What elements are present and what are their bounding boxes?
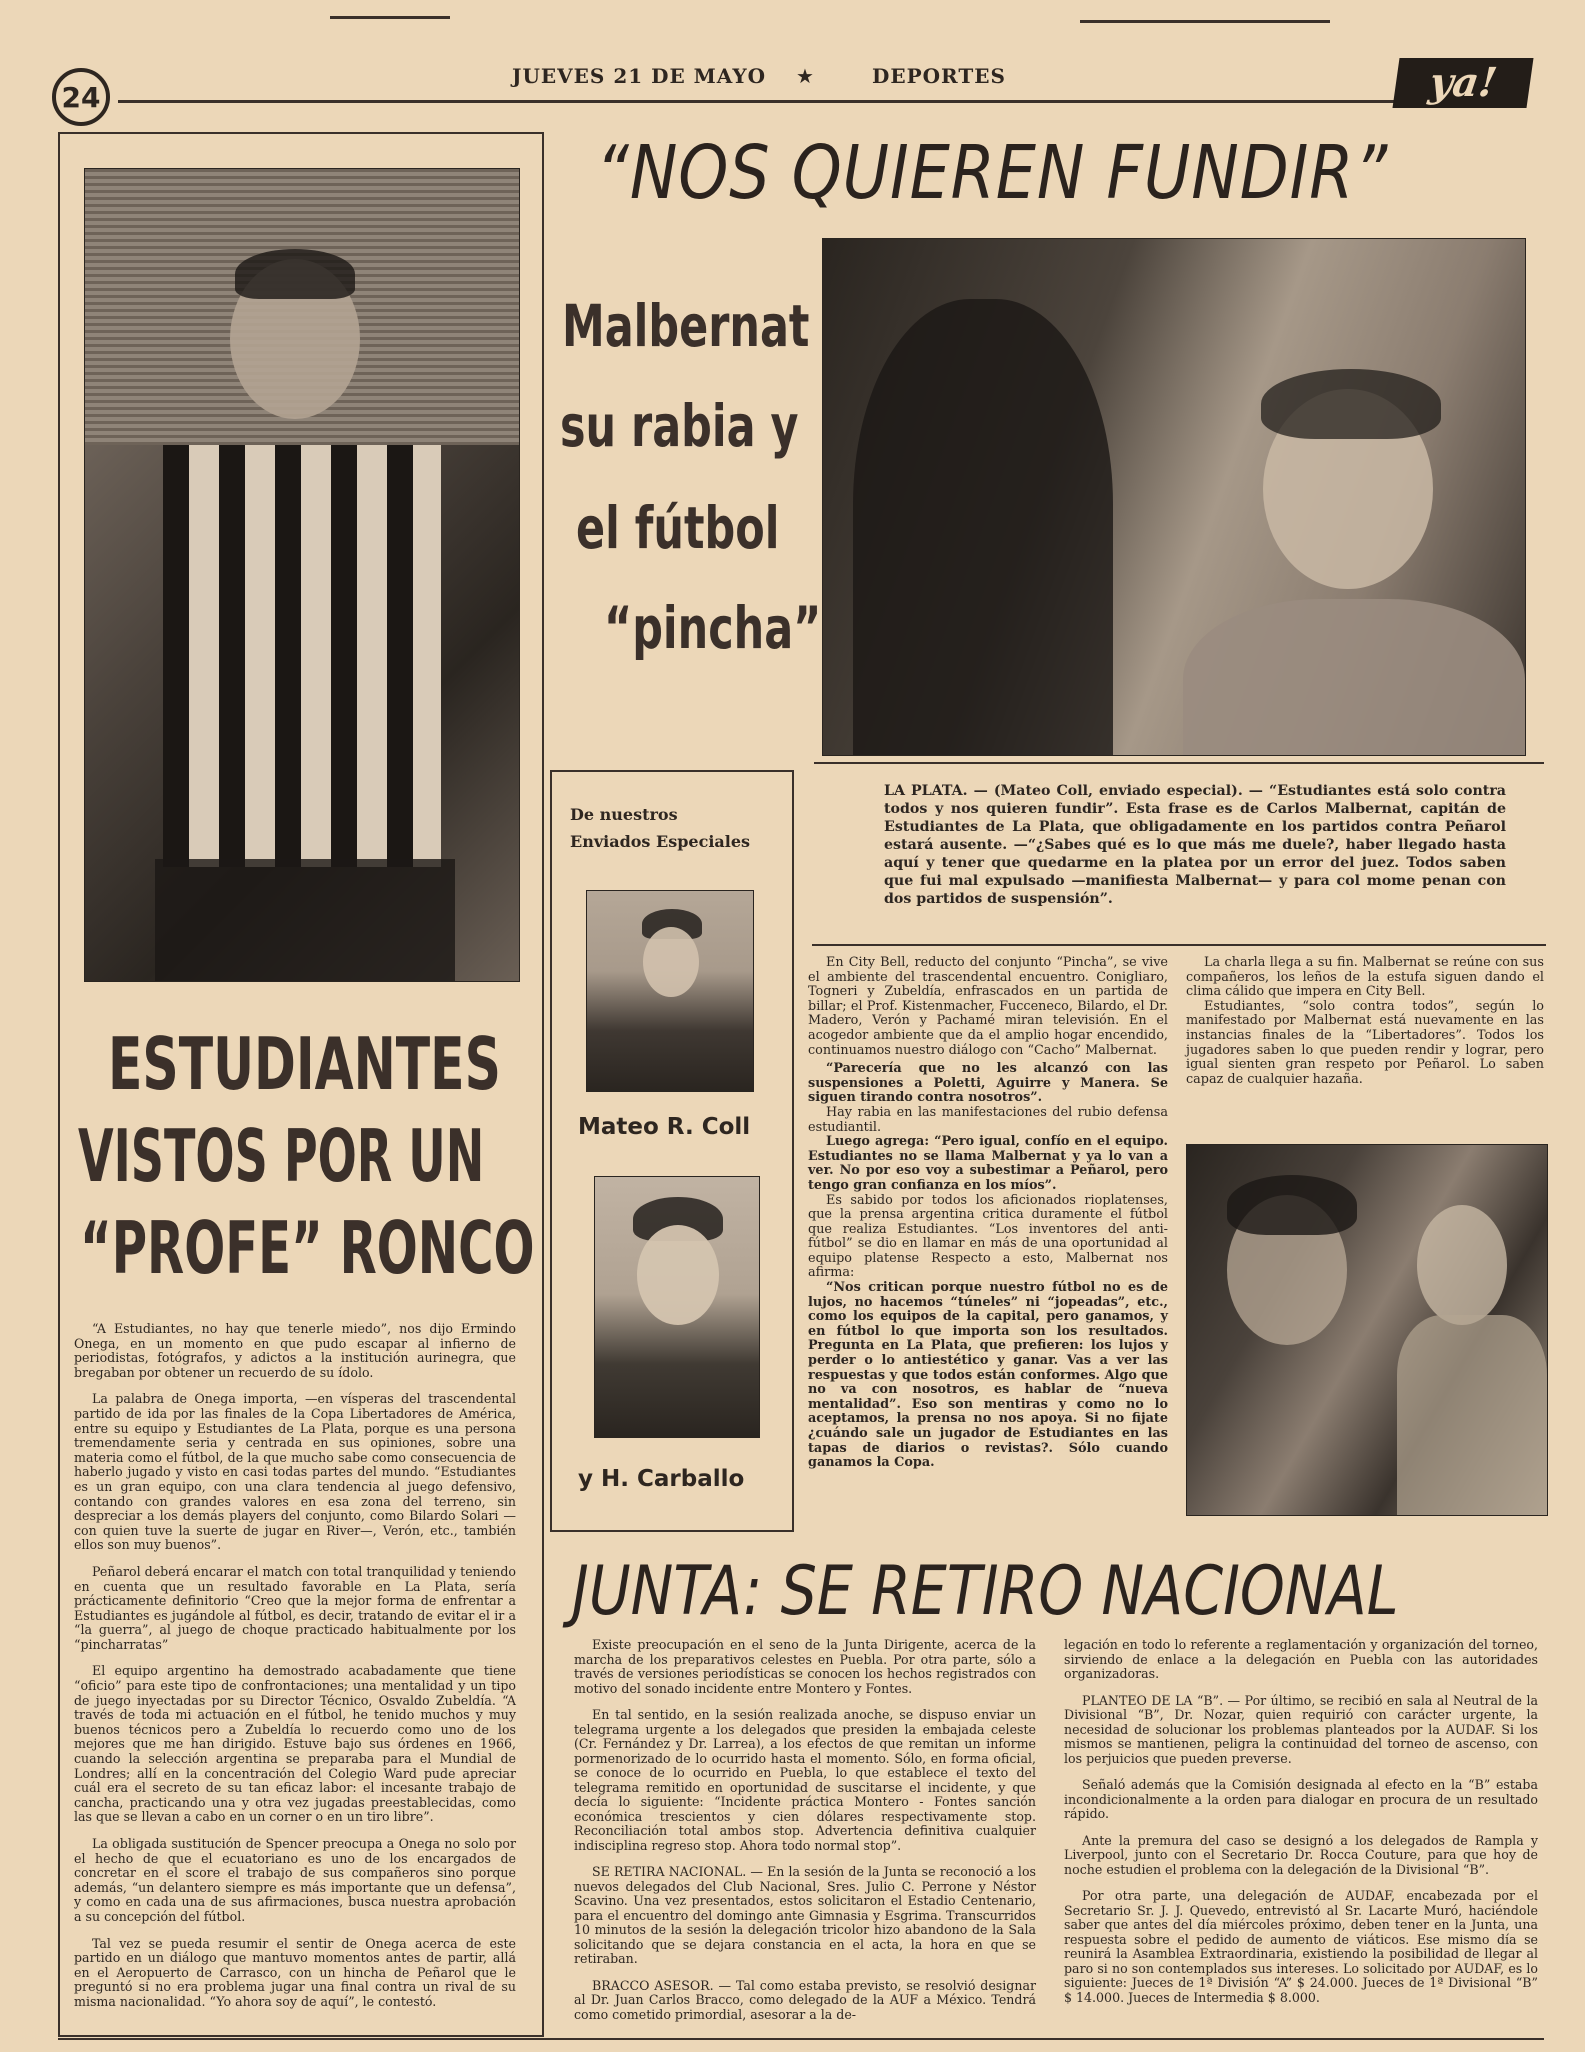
estudiantes-player-photo <box>84 168 520 982</box>
bottom-col2-paragraph-5: Por otra parte, una delegación de AUDAF, encabezada por el Secretario Sr. J. J. Quevedo, entrevistó al Sr. Lacarte Muró, haciéndole saber que antes del día miércoles próximo, deben tener en la Junta, una respuesta sobre el pedido de aumento de viáticos. Ese mismo día se reunirá la Asamblea Extraordinaria, existiendo la posibilidad de llegar al paro si no son contemplados sus intereses. Lo solicitado por AUDAF, es lo siguiente: Jueces de 1ª División “A” $ 24.000. Jueces de 1ª Divisional “B” $ 14.000. Jueces de Intermedia $ 8.000. <box>1064 1888 1538 2005</box>
right-figure-hair <box>1261 369 1441 439</box>
player-right-shirt <box>1397 1315 1547 1515</box>
header-date: JUEVES 21 DE MAYO <box>512 64 767 88</box>
lead-paragraph <box>884 782 1506 908</box>
coll-face <box>643 927 699 997</box>
bottom-col1-paragraph-4: BRACCO ASESOR. — Tal como estaba previsto, se resolvió designar al Dr. Juan Carlos Bracco, como delegado de la AUF a México. Tendrá como cometido primordial, asesorar a la de- <box>574 1977 1036 2022</box>
bottom-col2-paragraph-3: Señaló además que la Comisión designada al efecto en la “B” estaba incondicionalmente a la orden para dialogar en procura de un resultado rápido. <box>1064 1777 1538 1821</box>
left-headline-line-2: VISTOS POR UN <box>78 1114 485 1198</box>
page-number: 24 <box>61 80 101 114</box>
bottom-col1-paragraph-2: En tal sentido, en la sesión realizada anoche, se dispuso enviar un telegrama urgente a los delegados que presiden la embajada celeste (Cr. Fernández y Dr. Larrea), a los efectos de que remitan un informe pormenorizado de lo ocurrido hasta el momento. Sólo, en forma oficial, se conoce de lo ocurrido en Puebla, lo que establece el texto del telegrama remitido en oportunidad de suscitarse el incidente, y que decía lo siguiente: “Incidente práctica Montero - Fontes sanción económica trescientos y cien dólares respectivamente stop. Reconciliación total ambos stop. Advertencia definitiva cualquier indisciplina regreso stop. Ahora todo normal stop”. <box>574 1707 1036 1853</box>
malbernat-photo <box>822 238 1526 756</box>
header-section: DEPORTES <box>872 64 1006 88</box>
bottom-rule <box>58 2038 1544 2040</box>
main-col1-paragraph-3: Hay rabia en las manifestaciones del rubio defensa estudiantil. <box>808 1104 1168 1135</box>
subhead-line-3: el fútbol <box>576 494 780 562</box>
correspondent-name-1: Mateo R. Coll <box>578 1114 751 1140</box>
ya-logo-text: ya! <box>1426 59 1500 106</box>
left-paragraph-1: “A Estudiantes, no hay que tenerle miedo”, nos dijo Ermindo Onega, en un momento en que pudo escapar al infierno de periodistas, fotógrafos, y adictos a la institución aurinegra, que bregaban por obtener un recuerdo de su ídolo. <box>74 1321 516 1380</box>
left-paragraph-3: Peñarol deberá encarar el match con total tranquilidad y teniendo en cuenta que un resultado favorable en La Plata, sería prácticamente definitorio “Creo que la mejor forma de enfrentar a Estudiantes es jugándole al fútbol, es decir, tratando de evitar el ir a “la guerra”, al juego de choque practicado habitualmente por los “pincharratas” <box>74 1563 516 1652</box>
carballo-portrait <box>594 1176 760 1438</box>
top-rule-left <box>330 16 450 19</box>
page-number-badge <box>52 68 110 126</box>
lead-bottom-rule <box>812 944 1546 946</box>
correspondents-title-1: De nuestros <box>570 805 678 824</box>
player-hair <box>235 249 355 299</box>
ya-logo <box>1392 58 1533 108</box>
correspondent-name-2: y H. Carballo <box>578 1466 745 1492</box>
lead-text: “Estudiantes está solo contra todos y nos quieren fundir”. Esta frase es de Carlos Malbernat, capitán de Estudiantes de La Plata, que obligadamente en los partidos contra Peñarol estará ausente. —“¿Sabes qué es lo que más me duele?, haber llegado hasta aquí y tener que quedarme en la platea por un error del juez. Todos saben que fui mal expulsado —manifiesta Malbernat— y para col mome penan con dos partidos de suspensión”. <box>884 783 1507 907</box>
main-body-col-1 <box>808 956 1168 1471</box>
subhead-line-4: “pincha” <box>604 594 822 662</box>
bottom-body-col-2 <box>1064 1638 1538 2017</box>
right-figure-sweater <box>1183 599 1525 756</box>
lead-top-rule <box>814 762 1544 764</box>
left-headline-line-3: “PROFE” RONCO <box>80 1206 535 1290</box>
lead-dateline: LA PLATA. — (Mateo Coll, enviado especial). — <box>884 783 1263 799</box>
main-col1-paragraph-4: Luego agrega: “Pero igual, confío en el equipo. Estudiantes no se llama Malbernat y ya lo van a ver. No por eso voy a subestimar a Peñarol, pero tengo gran confianza en los míos”. <box>808 1134 1168 1193</box>
main-col1-paragraph-6: “Nos critican porque nuestro fútbol no es de lujos, no hacemos “túneles” ni “jopeadas”, etc., como los equipos de la capital, pero ganamos, y en fútbol lo que importa son los resultados. Pregunta en La Plata, que prefieren: los lujos y perder o lo antiestético y ganar. Vas a ver las respuestas y que todos están conformes. Algo que no va con nosotros, es hablar de “nueva mentalidad”. Eso son mentiras y como no lo aceptamos, la prensa no nos apoya. Si no fijate ¿cuándo sale un jugador de Estudiantes en las tapas de diarios o revistas?. Sólo cuando ganamos la Copa. <box>808 1280 1168 1471</box>
main-col1-paragraph-5: Es sabido por todos los aficionados rioplatenses, que la prensa argentina critica duramente el fútbol que realiza Estudiantes. “Los inventores del anti-fútbol” se dio en llamar en más de una oportunidad al equipo platense Respecto a esto, Malbernat nos afirma: <box>808 1192 1168 1281</box>
striped-jersey <box>163 445 441 867</box>
carballo-face <box>637 1225 719 1325</box>
main-body-col-2 <box>1186 956 1544 1087</box>
subhead-line-1: Malbernat <box>562 292 810 360</box>
player-left-hair <box>1227 1175 1357 1235</box>
left-paragraph-5: La obligada sustitución de Spencer preocupa a Onega no solo por el hecho de que el ecuatoriano es uno de los encargados de concretar en el score el trabajo de sus compañeros sino porque además, “un delantero siempre es más importante que un defensa”, y como en cada una de sus afirmaciones, busca nuestra aprobación a su concepción del fútbol. <box>74 1836 516 1924</box>
bottom-col1-paragraph-3: SE RETIRA NACIONAL. — En la sesión de la Junta se reconoció a los nuevos delegados del Club Nacional, Sres. Julio C. Perrone y Néstor Scavino. Una vez presentados, estos solicitaron el Estadio Centenario, para el encuentro del domingo ante Gimnasia y Esgrima. Transcurridos 10 minutos de la sesión la delegación tricolor hizo abandono de la Sala solicitando que se dejara constancia en el acta, la hora en que se retiraban. <box>574 1864 1036 1966</box>
bottom-col2-paragraph-4: Ante la premura del caso se designó a los delegados de Rampla y Liverpool, junto con el Secretario Dr. Rocca Couture, para que hoy de noche estudien el problema con la delegación de la Divisional “B”. <box>1064 1832 1538 1877</box>
top-rule-right <box>1080 20 1330 23</box>
left-paragraph-2: La palabra de Onega importa, —en vísperas del trascendental partido de ida por las finales de la Copa Libertadores de América, entre su equipo y Estudiantes de La Plata, porque es una persona tremendamente seria y centrada en sus opiniones, sobre una materia como el fútbol, de la que mucho sabe como consecuencia de haberlo jugado y visto en casi todas partes del mundo. “Estudiantes es un gran equipo, con una clara tendencia al juego defensivo, contando con grandes valores en esa zona del terreno, sin despreciar a los demás players del conjunto, como Bilardo Solari —con quien tuve la suerte de jugar en River—, Verón, etc., también ellos son muy buenos”. <box>74 1391 516 1553</box>
bottom-body-col-1 <box>574 1638 1036 2034</box>
main-headline: “NOS QUIEREN FUNDIR” <box>596 130 1389 216</box>
mateo-coll-portrait <box>586 890 754 1092</box>
main-col2-paragraph-2: Estudiantes, “solo contra todos”, según lo manifestado por Malbernat está nuevamente en las instancias finales de la “Libertadores”. Todos los jugadores saben lo que pueden rendir y lograr, pero igual sienten gran respeto por Peñarol. Lo saben capaz de cualquier hazaña. <box>1186 998 1544 1087</box>
subhead-line-2: su rabia y <box>560 392 799 460</box>
players-photo <box>1186 1144 1548 1516</box>
left-headline-line-1: ESTUDIANTES <box>108 1022 501 1106</box>
main-col1-paragraph-2: “Parecería que no les alcanzó con las suspensiones a Poletti, Aguirre y Manera. Se siguen tirando contra nosotros”. <box>808 1061 1168 1106</box>
bottom-col2-paragraph-2: PLANTEO DE LA “B”. — Por último, se recibió en sala al Neutral de la Divisional “B”, Dr. Nozar, quien requirió con carácter urgente, la necesidad de solucionar los problemas planteados por la AUDAF. Si los mismos se mantienen, peligra la continuidad del torneo de ascenso, con los perjuicios que pueden preverse. <box>1064 1692 1538 1766</box>
main-col2-paragraph-1: La charla llega a su fin. Malbernat se reúne con sus compañeros, los leños de la estufa siguen dando el clima cálido que impera en City Bell. <box>1186 955 1544 1000</box>
header-rule <box>118 100 1394 103</box>
left-article-body <box>74 1322 516 2022</box>
header-star: ★ <box>796 64 814 88</box>
correspondents-title-2: Enviados Especiales <box>570 832 751 851</box>
left-paragraph-6: Tal vez se pueda resumir el sentir de Onega acerca de este partido en un diálogo que mantuvo momentos antes de partir, allá en el Aeropuerto de Carrasco, con un hincha de Peñarol que le preguntó si no era problema jugar una final contra un rival de su misma nacionalidad. “Yo ahora soy de aquí”, le contestó. <box>74 1935 516 2009</box>
main-col1-paragraph-1: En City Bell, reducto del conjunto “Pincha”, se vive el ambiente del trascendental encuentro. Conigliaro, Togneri y Zubeldía, enfrascados en un partida de billar; el Prof. Kistenmacher, Fucceneco, Bilardo, el Dr. Madero, Verón y Pachamé miran televisión. En el acogedor ambiente que da el amplio hogar encendido, continuamos nuestro diálogo con “Cacho” Malbernat. <box>808 955 1168 1058</box>
left-paragraph-4: El equipo argentino ha demostrado acabadamente que tiene “oficio” para este tipo de confrontaciones; una mentalidad y un tipo de juego inyectadas por su Director Técnico, Osvaldo Zubeldía. “A través de toda mi actuación en el fútbol, he tenido muchos y muy buenos técnicos pero a Zubeldía lo recuerdo como uno de los mejores que me han dirigido. Estuve bajo sus órdenes en 1966, cuando la selección argentina se preparaba para el Mundial de Londres; allí en la concentración del Colegio Ward pude apreciar cuál era el secreto de su tan eficaz labor: el incesante trabajo de cancha, practicando una y otra vez jugadas preestablecidas, como las que se llevan a cabo en un corner o en un tiro libre”. <box>74 1663 516 1825</box>
left-figure-silhouette <box>853 299 1113 755</box>
player-right-face <box>1417 1205 1507 1325</box>
player-shorts <box>155 859 455 981</box>
bottom-col2-paragraph-1: legación en todo lo referente a reglamentación y organización del torneo, sirviendo de enlace a la delegación en Puebla con las autoridades organizadoras. <box>1064 1637 1538 1681</box>
bottom-headline: JUNTA: SE RETIRO NACIONAL <box>572 1552 1399 1631</box>
bottom-col1-paragraph-1: Existe preocupación en el seno de la Junta Dirigente, acerca de la marcha de los preparativos celestes en Puebla. Por otra parte, sólo a través de versiones periodísticas se conocen los hechos registrados con motivo del sonado incidente entre Montero y Fontes. <box>574 1637 1036 1696</box>
